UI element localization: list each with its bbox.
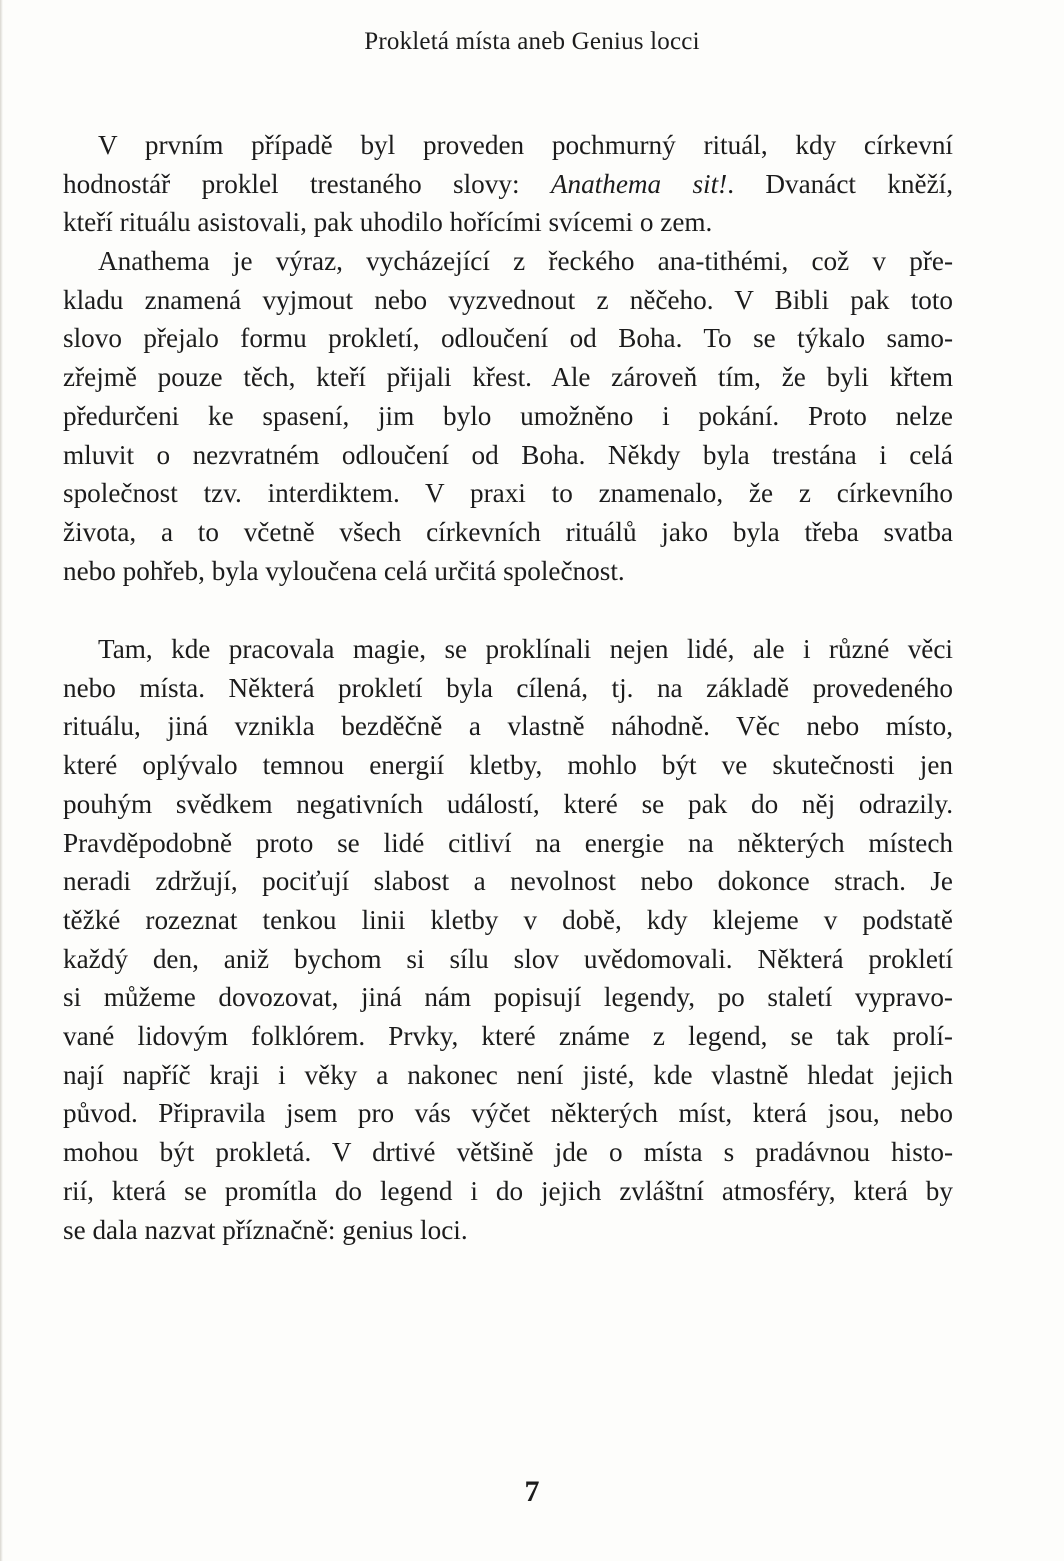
running-header: Prokletá místa aneb Genius locci <box>364 28 700 55</box>
paragraph-1 <box>63 126 953 242</box>
paragraph-2-line-4: zřejmě pouze těch, kteří přijali křest. Ale zároveň tím, že byli křtem <box>63 362 953 393</box>
paragraph-3-line-11: vané lidovým folklórem. Prvky, které známe z legend, se tak prolí- <box>63 1021 953 1052</box>
paragraph-3-line-3: rituálu, jiná vznikla bezděčně a vlastně náhodně. Věc nebo místo, <box>63 711 953 742</box>
paragraph-2-line-3: slovo přejalo formu prokletí, odloučení od Boha. To se týkalo samo- <box>63 323 953 354</box>
paragraph-1-line-3: kteří rituálu asistovali, pak uhodilo hořícími svícemi o zem. <box>63 207 713 238</box>
paragraph-3-line-12: nají napříč kraji i věky a nakonec není jisté, kde vlastně hledat jejich <box>63 1059 953 1090</box>
anathema-sit-italic: Anathema sit! <box>550 168 728 199</box>
paragraph-3-line-8: těžké rozeznat tenkou linii kletby v době, kdy klejeme v podstatě <box>63 904 953 935</box>
paragraph-3-line-16: se dala nazvat příznačně: genius loci. <box>63 1214 468 1245</box>
page-number: 7 <box>524 1475 540 1508</box>
paragraph-3-line-14: mohou být prokletá. V drtivé většině jde o místa s pradávnou histo- <box>63 1137 953 1168</box>
paragraph-2 <box>63 242 953 590</box>
paragraph-2-line-6: mluvit o nezvratném odloučení od Boha. Někdy byla trestána i celá <box>63 439 953 470</box>
paragraph-3-line-13: původ. Připravila jsem pro vás výčet některých míst, která jsou, nebo <box>63 1098 953 1129</box>
paragraph-3-line-4: které oplývalo temnou energií kletby, mohlo být ve skutečnosti jen <box>63 750 953 781</box>
paragraph-1-line-2-text: hodnostář proklel trestaného slovy: <box>63 168 551 199</box>
paragraph-2-line-5: předurčeni ke spasení, jim bylo umožněno i pokání. Proto nelze <box>63 400 953 431</box>
paragraph-2-line-7: společnost tzv. interdiktem. V praxi to znamenalo, že z církevního <box>63 478 953 509</box>
page-edge-shadow <box>0 0 3 1561</box>
paragraph-1-line-2 <box>63 165 953 204</box>
paragraph-3 <box>63 630 953 1249</box>
paragraph-3-line-15: rií, která se promítla do legend i do jejich zvláštní atmosféry, která by <box>63 1175 953 1206</box>
paragraph-2-line-2: kladu znamená vyjmout nebo vyzvednout z něčeho. V Bibli pak toto <box>63 284 953 315</box>
paragraph-3-line-2: nebo místa. Některá prokletí byla cílená, tj. na základě provedeného <box>63 672 953 703</box>
paragraph-3-line-10: si můžeme dovozovat, jiná nám popisují legendy, po staletí vypravo- <box>63 982 953 1013</box>
paragraph-1-line-1: V prvním případě byl proveden pochmurný rituál, kdy církevní <box>98 130 953 160</box>
paragraph-2-line-1: Anathema je výraz, vycházející z řeckého ana-tithémi, což v pře- <box>98 246 953 276</box>
paragraph-1-line-2-tail: . Dvanáct kněží, <box>727 168 953 199</box>
paragraph-3-line-9: každý den, aniž bychom si sílu slov uvědomovali. Některá prokletí <box>63 943 953 974</box>
paragraph-2-line-8: života, a to včetně všech církevních rituálů jako byla třeba svatba <box>63 516 953 547</box>
paragraph-3-line-1: Tam, kde pracovala magie, se proklínali nejen lidé, ale i různé věci <box>98 634 953 664</box>
paragraph-3-line-5: pouhým svědkem negativních událostí, které se pak do něj odrazily. <box>63 788 953 819</box>
paragraph-3-line-6: Pravděpodobně proto se lidé citliví na energie na některých místech <box>63 827 953 858</box>
paragraph-2-line-9: nebo pohřeb, byla vyloučena celá určitá společnost. <box>63 555 625 586</box>
paragraph-3-line-7: neradi zdržují, pociťují slabost a nevolnost nebo dokonce strach. Je <box>63 866 953 897</box>
